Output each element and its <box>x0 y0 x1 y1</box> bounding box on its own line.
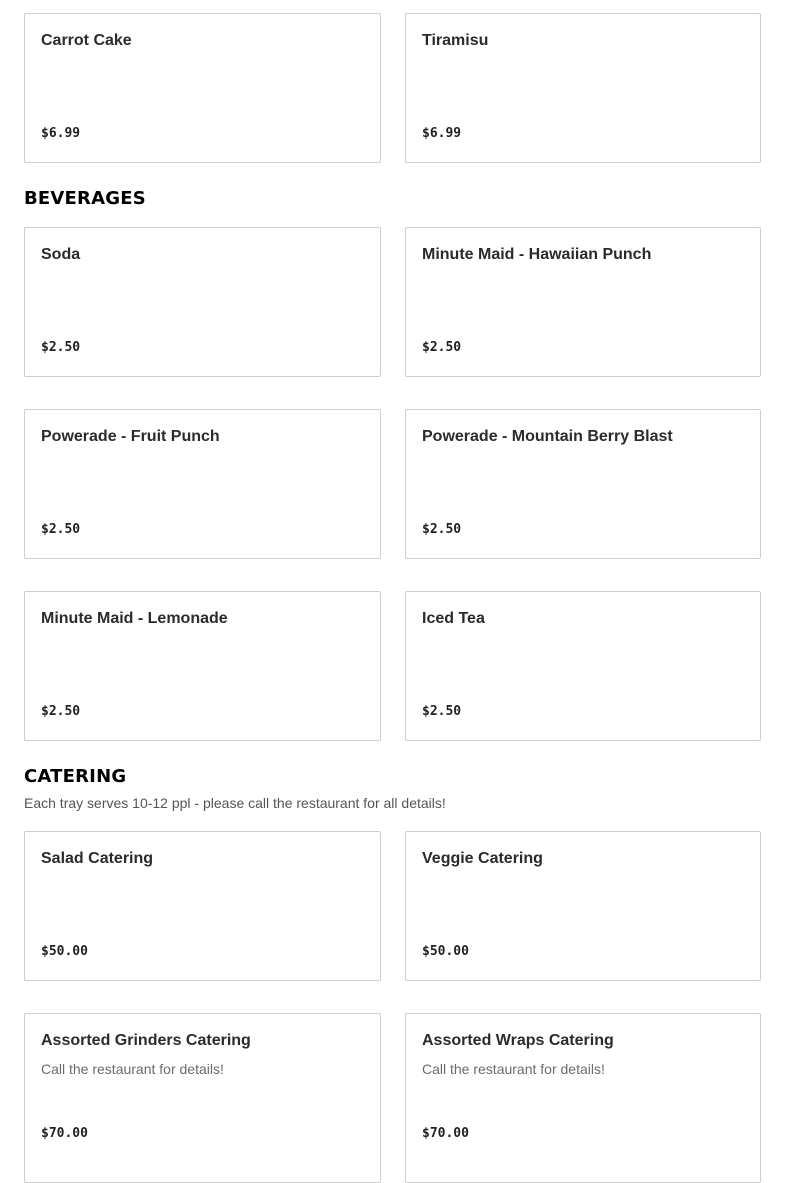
menu-item-name: Powerade - Fruit Punch <box>41 428 220 445</box>
menu-item-card[interactable] <box>405 409 761 559</box>
menu-item-card[interactable] <box>24 409 381 559</box>
menu-item-price: $2.50 <box>41 522 81 537</box>
menu-item-name: Iced Tea <box>422 610 485 627</box>
menu-item-card[interactable] <box>24 591 381 741</box>
menu-item-card[interactable] <box>405 227 761 377</box>
menu-item-card[interactable] <box>24 13 381 163</box>
menu-item-price: $70.00 <box>41 1126 88 1141</box>
menu-item-card[interactable] <box>405 13 761 163</box>
menu-item-price: $2.50 <box>41 704 81 719</box>
menu-item-name: Carrot Cake <box>41 32 132 49</box>
catering-grid <box>24 831 761 1183</box>
menu-item-card[interactable] <box>405 1013 761 1183</box>
menu-item-card[interactable] <box>24 1013 381 1183</box>
menu-item-name: Assorted Wraps Catering <box>422 1032 614 1049</box>
menu-item-name: Minute Maid - Hawaiian Punch <box>422 246 652 263</box>
menu-item-card[interactable] <box>24 227 381 377</box>
menu-item-price: $2.50 <box>41 340 81 355</box>
menu-item-price: $6.99 <box>422 126 462 141</box>
menu-item-name: Soda <box>41 246 81 263</box>
desserts-grid <box>24 13 761 163</box>
menu-item-name: Tiramisu <box>422 32 489 49</box>
menu-item-name: Powerade - Mountain Berry Blast <box>422 428 673 445</box>
menu-item-price: $2.50 <box>422 704 462 719</box>
section-title-beverages: BEVERAGES <box>24 188 146 209</box>
beverages-grid <box>24 227 761 741</box>
menu-item-card[interactable] <box>24 831 381 981</box>
section-title-catering: CATERING <box>24 766 127 787</box>
menu-item-name: Assorted Grinders Catering <box>41 1032 251 1049</box>
menu-item-price: $2.50 <box>422 522 462 537</box>
menu-item-card[interactable] <box>405 591 761 741</box>
menu-item-price: $70.00 <box>422 1126 469 1141</box>
menu-item-price: $50.00 <box>422 944 469 959</box>
menu-item-price: $2.50 <box>422 340 462 355</box>
menu-item-description: Call the restaurant for details! <box>41 1061 224 1077</box>
menu-item-price: $50.00 <box>41 944 88 959</box>
section-description: Each tray serves 10-12 ppl - please call the restaurant for all details! <box>24 795 446 811</box>
menu-item-name: Salad Catering <box>41 850 154 867</box>
menu-item-card[interactable] <box>405 831 761 981</box>
menu-item-name: Veggie Catering <box>422 850 543 867</box>
menu-item-description: Call the restaurant for details! <box>422 1061 605 1077</box>
menu-item-name: Minute Maid - Lemonade <box>41 610 228 627</box>
menu-item-price: $6.99 <box>41 126 81 141</box>
